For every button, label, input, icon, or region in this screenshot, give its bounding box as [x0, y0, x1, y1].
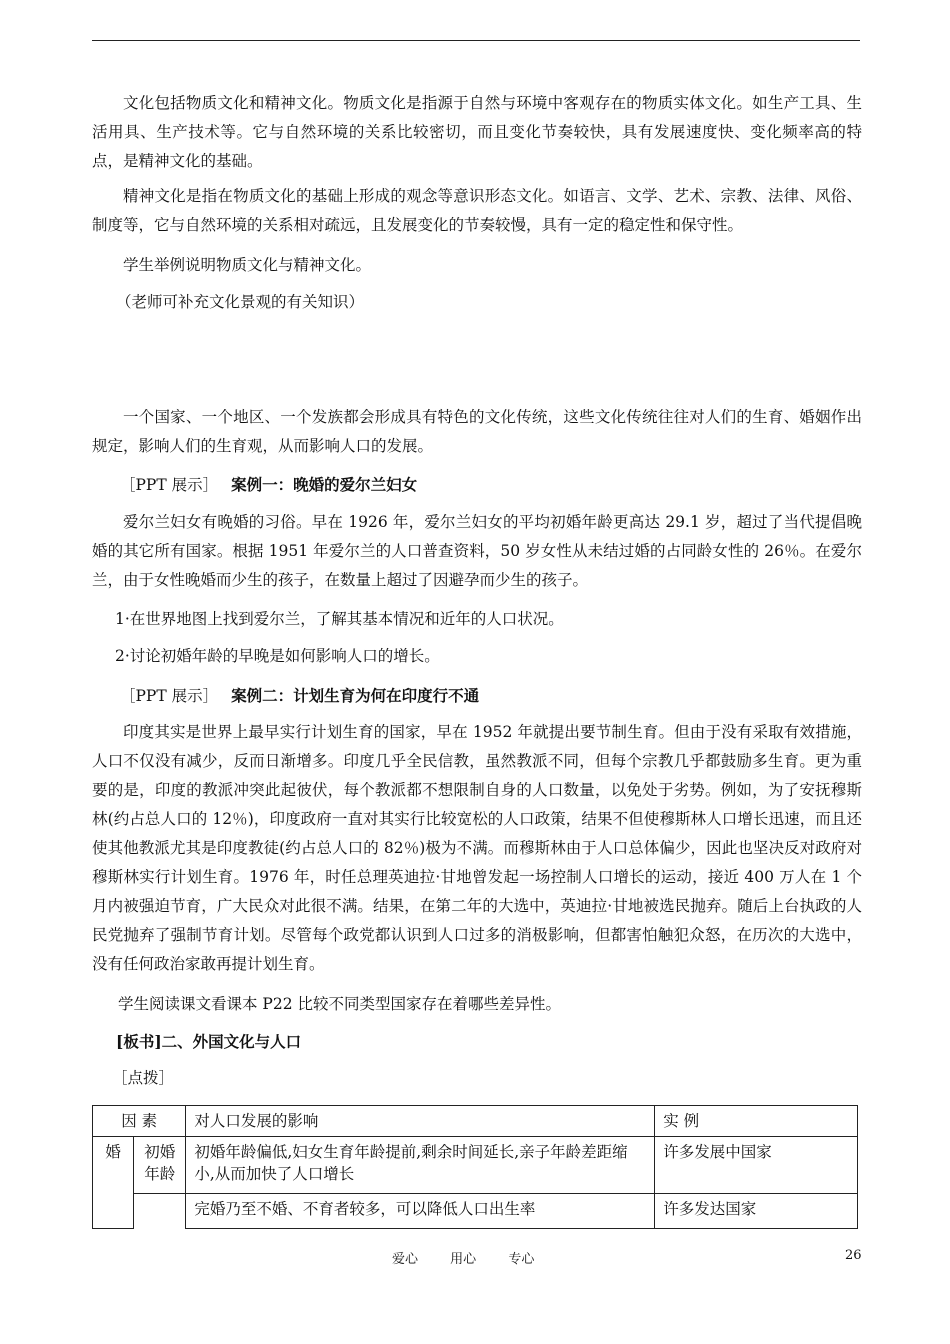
- table-row: [93, 1137, 858, 1194]
- paragraph-india-case: 印度其实是世界上最早实行计划生育的国家，早在 1952 年就提出要节制生育。但由于没有采取有效措施，人口不仅没有减少，反而日渐增多。印度几乎全民信教，虽然教派不同，但每个宗教几乎都鼓励多生育。更为重要的是，印度的教派冲突此起彼伏，每个教派都不想限制自身的人口数量，以免处于劣势。例如，为了安抚穆斯林(约占总人口的 12％)，印度政府一直对其实行比较宽松的人口政策，结果不但使穆斯林人口增长迅速，而且还使其他教派尤其是印度教徒(约占总人口的 82％)极为不满。而穆斯林由于人口总体偏少，因此也坚决反对政府对穆斯林实行计划生育。1976 年，时任总理英迪拉·甘地曾发起一场控制人口增长的运动，接近 400 万人在 1 个月内被强迫节育，广大民众对此很不满。结果，在第二年的大选中，英迪拉·甘地被选民抛弃。随后上台执政的人民党抛弃了强制节育计划。尽管每个政党都认识到人口过多的消极影响，但都害怕触犯众怒，在历次的大选中，没有任何政治家敢再提计划生育。: [92, 723, 862, 973]
- example-cell: 许多发达国家: [655, 1194, 858, 1229]
- motto-word: 专心: [508, 1252, 535, 1267]
- paragraph-spiritual-culture: 精神文化是指在物质文化的基础上形成的观念等意识形态文化。如语言、文学、艺术、宗教、法律、风俗、制度等，它与自然环境的关系相对疏远，且发展变化的节奏较慢，具有一定的稳定性和保守性。: [92, 187, 862, 234]
- question-1: 1·在世界地图上找到爱尔兰，了解其基本情况和近年的人口状况。: [115, 610, 564, 628]
- factor-table: [92, 1105, 858, 1229]
- case1-prefix: ［PPT 展示］: [120, 476, 219, 494]
- paragraph-irish-women: 爱尔兰妇女有晚婚的习俗。早在 1926 年，爱尔兰妇女的平均初婚年龄更高达 29.1 岁，超过了当代提倡晚婚的其它所有国家。根据 1951 年爱尔兰的人口普查资料，50 岁女性从未结过婚的占同龄女性的 26％。在爱尔兰，由于女性晚婚而少生的孩子，在数量上超过了因避孕而少生的孩子。: [92, 513, 862, 589]
- header-effect: 对人口发展的影响: [186, 1106, 655, 1137]
- case1-title: 案例一：晚婚的爱尔兰妇女: [231, 475, 418, 494]
- case2-title: 案例二：计划生育为何在印度行不通: [231, 686, 480, 705]
- paragraph-cultural-tradition: 一个国家、一个地区、一个发族都会形成具有特色的文化传统，这些文化传统往往对人们的生育、婚姻作出规定，影响人们的生育观，从而影响人口的发展。: [92, 408, 862, 455]
- question-2: 2·讨论初婚年龄的早晚是如何影响人口的增长。: [115, 647, 440, 665]
- case2-heading: [120, 681, 479, 711]
- motto-word: 爱心: [392, 1252, 419, 1267]
- subfactor-cell: 初婚年龄: [134, 1137, 186, 1194]
- paragraph-material-culture: 文化包括物质文化和精神文化。物质文化是指源于自然与环境中客观存在的物质实体文化。如生产工具、生活用具、生产技术等。它与自然环境的关系比较密切，而且变化节奏较快，具有发展速度快、变化频率高的特点，是精神文化的基础。: [92, 94, 862, 170]
- motto-word: 用心: [450, 1252, 477, 1267]
- group-cell: 婚: [93, 1137, 134, 1229]
- footer-motto: [392, 1248, 562, 1267]
- case1-heading: [120, 470, 417, 500]
- subfactor-cell-empty: [134, 1194, 186, 1229]
- paragraph-student-examples: 学生举例说明物质文化与精神文化。: [123, 256, 372, 274]
- header-factor: 因 素: [93, 1106, 186, 1137]
- table-header-row: [93, 1106, 858, 1137]
- table-row: [93, 1194, 858, 1229]
- header-rule: [92, 40, 860, 41]
- paragraph-teacher-note: （老师可补充文化景观的有关知识）: [116, 293, 365, 311]
- paragraph-student-reading: 学生阅读课文看课本 P22 比较不同类型国家存在着哪些差异性。: [118, 995, 562, 1013]
- effect-cell: 完婚乃至不婚、不育者较多，可以降低人口出生率: [186, 1194, 655, 1229]
- case2-prefix: ［PPT 展示］: [120, 687, 219, 705]
- effect-cell: 初婚年龄偏低,妇女生育年龄提前,剩余时间延长,亲子年龄差距缩小,从而加快了人口增长: [186, 1137, 655, 1194]
- board-heading: [板书]二、外国文化与人口: [116, 1032, 302, 1051]
- header-example: 实 例: [655, 1106, 858, 1137]
- example-cell: 许多发展中国家: [655, 1137, 858, 1194]
- page-number: 26: [845, 1248, 862, 1263]
- hint-label: ［点拨］: [112, 1069, 175, 1087]
